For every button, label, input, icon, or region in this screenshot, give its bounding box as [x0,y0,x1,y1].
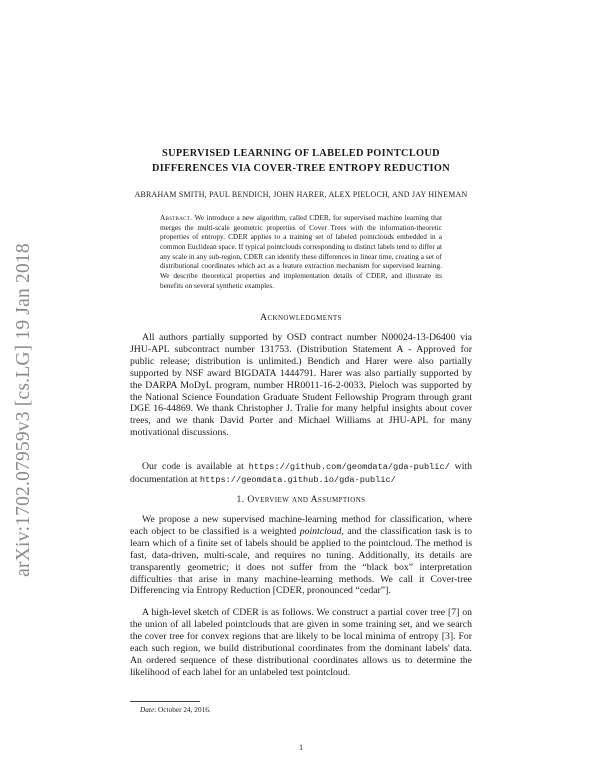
acknowledgments-paragraph: All authors partially supported by OSD contract number N00024-13-D6400 via JHU-APL subcontract number 131753. (Distribution Statement A - Approved for public release; distribution is unlimited.) Bendich and Harer were also partially supported by NSF award BIGDATA 1444791. Harer was also partially supported by the DARPA MoDyL program, number HR0011-16-2-0033. Pieloch was supported by the National Science Foundation Graduate Student Fellowship Program through grant DGE 16-44869. We thank Christopher J. Tralie for many helpful insights about cover trees, and we thank David Porter and Michael Williams at JHU-APL for many motivational discussions. [130,332,472,439]
section-1-title: Overview and Assumptions [247,494,366,505]
footnote-divider [130,701,200,702]
author-list: ABRAHAM SMITH, PAUL BENDICH, JOHN HARER, ALEX PIELOCH, AND JAY HINEMAN [134,190,468,199]
section-1-paragraph-2: A high-level sketch of CDER is as follows. We construct a partial cover tree [7] on the union of all labeled pointclouds that are given in some training set, and we search the cover tree for convex regions that are likely to be local minima of entropy [3]. For each such region, we build distributional coordinates from the dominant labels' data. An ordered sequence of these distributional coordinates allows us to determine the likelihood of each label for an unlabeled test pointcloud. [130,607,472,678]
section-1-p1-emphasis: pointcloud [299,525,342,537]
acknowledgments-heading-text: Acknowledgments [260,312,342,323]
arxiv-sidebar [6,210,42,610]
abstract-heading: Abstract. [160,213,193,222]
documentation-link[interactable]: https://geomdata.github.io/gda-public/ [199,474,396,485]
code-text-before: Our code is available at [142,461,249,472]
code-text-middle: with documentation at [130,461,473,485]
section-1-heading [130,494,472,505]
code-availability-paragraph [130,461,472,487]
date-footnote [140,705,211,714]
arxiv-identifier: arXiv:1702.07959v3 [cs.LG] 19 Jan 2018 [13,243,34,577]
paper-title [130,146,472,176]
acknowledgments-heading [130,312,472,323]
page-number: 1 [298,743,304,752]
title-line-1: SUPERVISED LEARNING OF LABELED POINTCLOUD [162,148,440,159]
section-1-number: 1. [236,494,245,505]
section-1-paragraph-1 [130,514,472,597]
code-repo-link[interactable]: https://github.com/geomdata/gda-public/ [248,462,450,472]
footnote-value: : October 24, 2016. [154,705,211,714]
section-1-p1-start: We propose a new supervised machine-learning method for classification, where each object to be classified is a weighted [130,514,472,537]
title-line-2: DIFFERENCES VIA COVER-TREE ENTROPY REDUCTION [151,163,451,174]
abstract-body: We introduce a new algorithm, called CDER, for supervised machine learning that merges the multi-scale geometric properties of Cover Trees with the information-theoretic properties of entropy. CDER applies to a training set of labeled pointclouds embedded in a common Euclidean space. If typical pointclouds corresponding to distinct labels tend to differ at any scale in any sub-region, CDER can identify these differences in linear time, creating a set of distributional coordinates which act as a feature extraction mechanism for supervised learning. We describe theoretical properties and implementation details of CDER, and illustrate its benefits on several synthetic examples. [160,213,442,290]
abstract [160,213,442,290]
section-1-p1-end: , and the classification task is to learn which of a finite set of labels should be applied to the pointcloud. The method is fast, data-driven, multi-scale, and requires no tuning. Additionally, its details are transparently geometric; it does not suffer from the “black box” interpretation difficulties that arise in many machine-learning methods. We call it Cover-tree Differencing via Entropy Reduction [CDER, pronounced “cedar”]. [130,525,472,597]
footnote-label: Date [140,705,155,714]
